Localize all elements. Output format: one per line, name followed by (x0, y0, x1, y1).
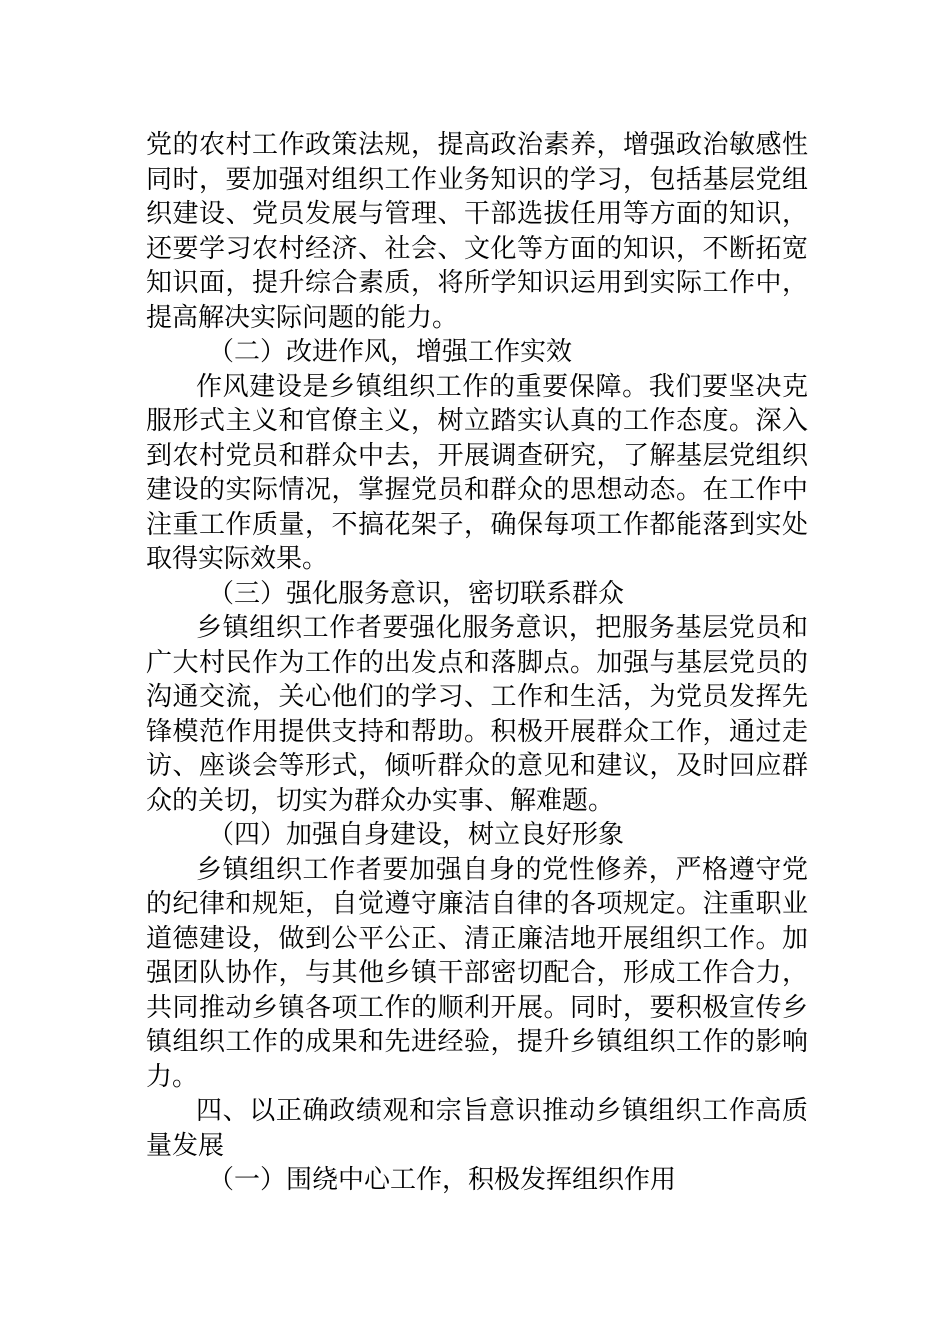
document-page (146, 128, 808, 1198)
text-line: 的纪律和规矩，自觉遵守廉洁自律的各项规定。注重职业 (146, 889, 808, 919)
text-line: 广大村民作为工作的出发点和落脚点。加强与基层党员的 (146, 647, 808, 678)
text-line: 建设的实际情况，掌握党员和群众的思想动态。在工作中 (146, 475, 808, 505)
text-line: 提高解决实际问题的能力。 (146, 302, 459, 333)
text-line: 锋模范作用提供支持和帮助。积极开展群众工作，通过走 (146, 716, 808, 747)
text-line: 道德建设，做到公平公正、清正廉洁地开展组织工作。加 (146, 923, 808, 954)
text-line: 服形式主义和官僚主义，树立踏实认真的工作态度。深入 (146, 406, 808, 436)
section-heading: （二）改进作风，增强工作实效 (208, 337, 573, 367)
chapter-heading-continued: 量发展 (146, 1130, 225, 1161)
text-line: 共同推动乡镇各项工作的顺利开展。同时，要积极宣传乡 (146, 992, 808, 1023)
text-line: 乡镇组织工作者要加强自身的党性修养，严格遵守党 (196, 854, 808, 885)
text-line: 知识面，提升综合素质，将所学知识运用到实际工作中， (146, 268, 808, 298)
text-line: 作风建设是乡镇组织工作的重要保障。我们要坚决克 (196, 371, 808, 402)
text-line: 访、座谈会等形式，倾听群众的意见和建议，及时回应群 (146, 751, 808, 781)
text-line: 众的关切，切实为群众办实事、解难题。 (146, 785, 615, 816)
text-line: 取得实际效果。 (146, 544, 329, 574)
text-line: 织建设、党员发展与管理、干部选拔任用等方面的知识， (146, 199, 808, 229)
chapter-heading: 四、以正确政绩观和宗旨意识推动乡镇组织工作高质 (196, 1096, 808, 1126)
text-line: 力。 (146, 1061, 199, 1092)
section-heading: （一）围绕中心工作，积极发挥组织作用 (208, 1165, 677, 1195)
section-heading: （四）加强自身建设，树立良好形象 (208, 820, 625, 850)
text-line: 沟通交流，关心他们的学习、工作和生活，为党员发挥先 (146, 682, 808, 712)
text-line: 乡镇组织工作者要强化服务意识，把服务基层党员和 (196, 613, 808, 643)
text-line: 到农村党员和群众中去，开展调查研究，了解基层党组织 (146, 440, 808, 471)
text-line: 注重工作质量，不搞花架子，确保每项工作都能落到实处 (146, 509, 808, 540)
text-line: 强团队协作，与其他乡镇干部密切配合，形成工作合力， (146, 958, 808, 988)
text-line: 还要学习农村经济、社会、文化等方面的知识，不断拓宽 (146, 233, 808, 264)
section-heading: （三）强化服务意识，密切联系群众 (208, 578, 625, 609)
text-line: 党的农村工作政策法规，提高政治素养，增强政治敏感性 (146, 130, 808, 160)
text-line: 镇组织工作的成果和先进经验，提升乡镇组织工作的影响 (146, 1027, 808, 1057)
text-line: 同时，要加强对组织工作业务知识的学习，包括基层党组 (146, 164, 808, 195)
